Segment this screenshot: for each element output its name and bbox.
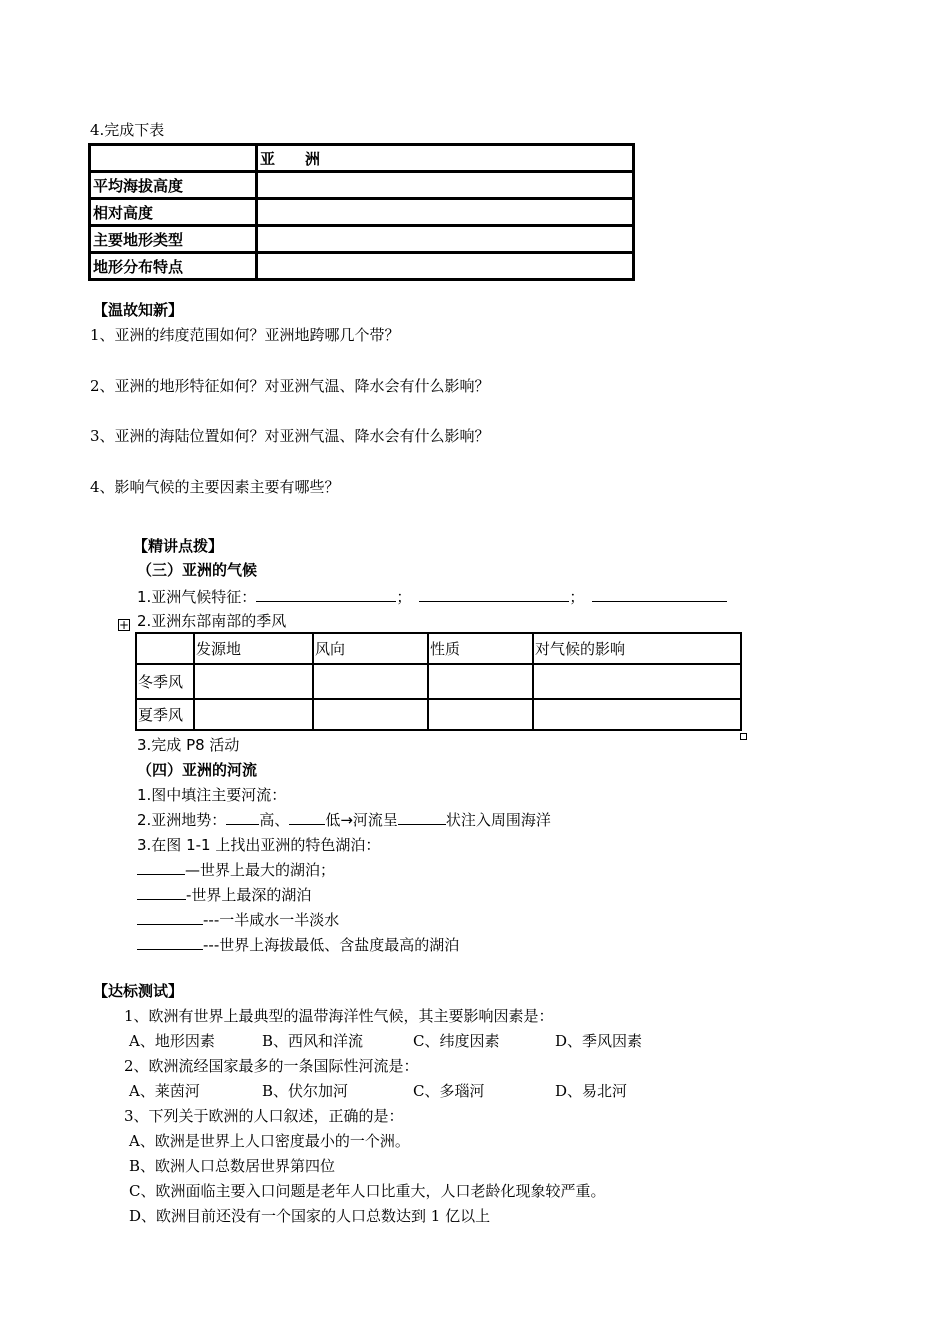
answer-blank[interactable] xyxy=(289,810,325,825)
climate-item-3: 3.完成 P8 活动 xyxy=(137,736,240,754)
table-row xyxy=(90,199,634,226)
row-label-summer-monsoon: 夏季风 xyxy=(136,699,194,730)
review-question-2: 2、亚洲的地形特征如何？对亚洲气温、降水会有什么影响？ xyxy=(90,377,490,395)
river-item-3: 3.在图 1-1 上找出亚洲的特色湖泊： xyxy=(137,836,381,854)
river-item-2-label: 2.亚洲地势： xyxy=(137,811,227,829)
answer-cell[interactable] xyxy=(257,253,634,280)
answer-cell[interactable] xyxy=(533,664,741,699)
answer-cell[interactable] xyxy=(428,699,533,730)
separator: ； xyxy=(569,588,585,606)
lake-line-4 xyxy=(137,934,459,955)
lake-description: —世界上最大的湖泊； xyxy=(185,861,336,879)
q1-option-b[interactable]: B、西风和洋流 xyxy=(262,1032,364,1050)
climate-section-title: （三）亚洲的气候 xyxy=(137,561,258,579)
answer-blank[interactable] xyxy=(137,860,185,875)
river-item-2-text: 低→河流呈 xyxy=(325,811,398,829)
header-nature: 性质 xyxy=(428,633,533,664)
table-row xyxy=(90,226,634,253)
answer-cell[interactable] xyxy=(257,226,634,253)
climate-item-1-label: 1.亚洲气候特征： xyxy=(137,588,257,606)
table-header-asia[interactable]: 亚 洲 xyxy=(257,145,634,172)
q2-option-d[interactable]: D、易北河 xyxy=(555,1082,628,1100)
q1-option-c[interactable]: C、纬度因素 xyxy=(413,1032,500,1050)
separator: ； xyxy=(396,588,412,606)
table-row xyxy=(136,664,741,699)
continent-terrain-table xyxy=(88,143,635,281)
table-resize-handle-icon[interactable] xyxy=(740,733,747,740)
row-label-relative-height: 相对高度 xyxy=(90,199,257,226)
table-cell[interactable] xyxy=(90,145,257,172)
header-direction: 风向 xyxy=(313,633,428,664)
climate-item-1 xyxy=(137,586,727,607)
q2-option-b[interactable]: B、伏尔加河 xyxy=(262,1082,349,1100)
test-question-2: 2、欧洲流经国家最多的一条国际性河流是： xyxy=(124,1057,419,1075)
review-question-3: 3、亚洲的海陆位置如何？对亚洲气温、降水会有什么影响？ xyxy=(90,427,490,445)
answer-blank[interactable] xyxy=(419,587,569,602)
row-label-average-elevation: 平均海拔高度 xyxy=(90,172,257,199)
table-move-handle-icon[interactable]: + xyxy=(119,618,130,632)
row-label-terrain-distribution: 地形分布特点 xyxy=(90,253,257,280)
answer-blank[interactable] xyxy=(256,587,396,602)
answer-cell[interactable] xyxy=(194,664,313,699)
lake-description: ---一半咸水一半淡水 xyxy=(203,911,340,929)
q3-option-b[interactable]: B、欧洲人口总数居世界第四位 xyxy=(129,1157,336,1175)
answer-blank[interactable] xyxy=(398,810,446,825)
answer-blank[interactable] xyxy=(137,910,203,925)
answer-cell[interactable] xyxy=(428,664,533,699)
q2-option-a[interactable]: A、莱茵河 xyxy=(129,1082,200,1100)
section4-heading: 4.完成下表 xyxy=(90,121,165,139)
table-cell[interactable] xyxy=(136,633,194,664)
row-label-winter-monsoon: 冬季风 xyxy=(136,664,194,699)
header-climate-impact: 对气候的影响 xyxy=(533,633,741,664)
header-source: 发源地 xyxy=(194,633,313,664)
table-row xyxy=(90,145,634,172)
q1-option-a[interactable]: A、地形因素 xyxy=(129,1032,215,1050)
river-section-title: （四）亚洲的河流 xyxy=(137,761,258,779)
lake-line-2 xyxy=(137,884,311,905)
review-question-1: 1、亚洲的纬度范围如何？亚洲地跨哪几个带？ xyxy=(90,326,400,344)
answer-cell[interactable] xyxy=(257,172,634,199)
lake-line-3 xyxy=(137,909,339,930)
review-heading: 【温故知新】 xyxy=(93,301,184,319)
lake-description: -世界上最深的湖泊 xyxy=(186,886,312,904)
answer-cell[interactable] xyxy=(313,664,428,699)
answer-cell[interactable] xyxy=(533,699,741,730)
monsoon-table xyxy=(135,632,742,731)
answer-blank[interactable] xyxy=(137,885,186,900)
review-question-4: 4、影响气候的主要因素主要有哪些？ xyxy=(90,478,340,496)
answer-cell[interactable] xyxy=(313,699,428,730)
climate-item-2: 2.亚洲东部南部的季风 xyxy=(137,612,287,630)
table-row xyxy=(90,253,634,280)
test-heading: 【达标测试】 xyxy=(93,982,184,1000)
answer-blank[interactable] xyxy=(226,810,259,825)
q1-option-d[interactable]: D、季风因素 xyxy=(555,1032,643,1050)
test-question-1: 1、欧洲有世界上最典型的温带海洋性气候，其主要影响因素是： xyxy=(124,1007,554,1025)
test-question-3: 3、下列关于欧洲的人口叙述，正确的是： xyxy=(124,1107,404,1125)
river-item-1: 1.图中填注主要河流： xyxy=(137,786,287,804)
table-row xyxy=(136,633,741,664)
river-item-2-text: 状注入周围海洋 xyxy=(445,811,551,829)
table-row xyxy=(136,699,741,730)
answer-cell[interactable] xyxy=(257,199,634,226)
q2-option-c[interactable]: C、多瑙河 xyxy=(413,1082,485,1100)
river-item-2 xyxy=(137,809,551,830)
q3-option-a[interactable]: A、欧洲是世界上人口密度最小的一个洲。 xyxy=(129,1132,410,1150)
answer-blank[interactable] xyxy=(137,935,203,950)
table-row xyxy=(90,172,634,199)
lecture-heading: 【精讲点拨】 xyxy=(133,537,224,555)
q3-option-d[interactable]: D、欧洲目前还没有一个国家的人口总数达到 1 亿以上 xyxy=(129,1207,491,1225)
q3-option-c[interactable]: C、欧洲面临主要入口问题是老年人口比重大，人口老龄化现象较严重。 xyxy=(129,1182,606,1200)
row-label-landform-types: 主要地形类型 xyxy=(90,226,257,253)
river-item-2-text: 高、 xyxy=(259,811,290,829)
answer-blank[interactable] xyxy=(592,587,727,602)
lake-description: ---世界上海拔最低、含盐度最高的湖泊 xyxy=(203,936,460,954)
lake-line-1 xyxy=(137,859,335,880)
answer-cell[interactable] xyxy=(194,699,313,730)
